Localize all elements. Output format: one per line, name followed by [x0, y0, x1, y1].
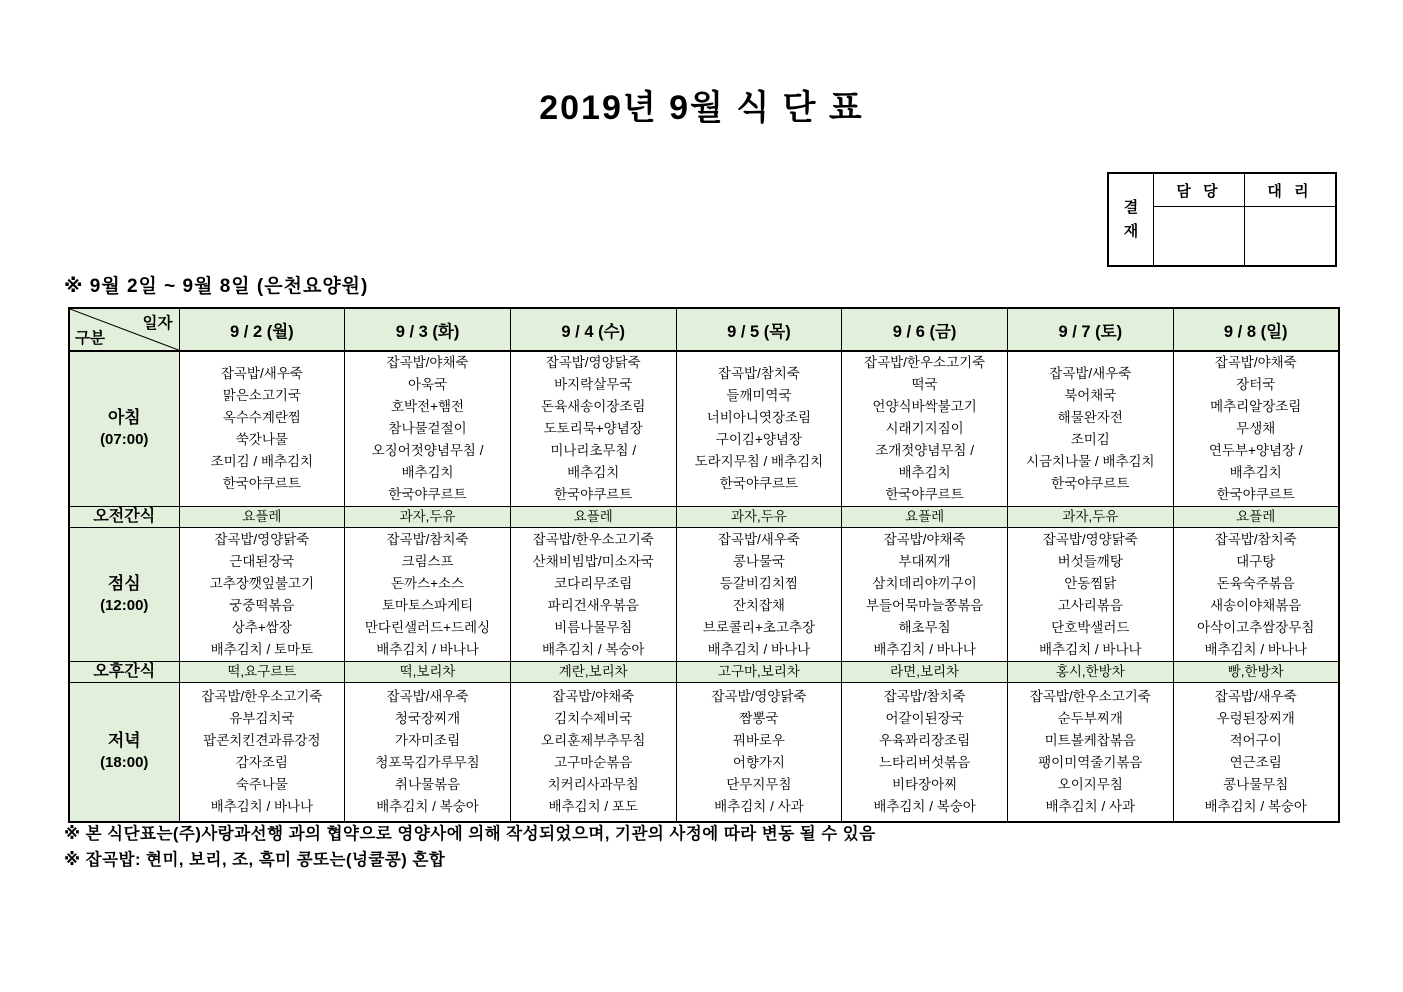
row-label-dinner: 저녁 (18:00) [69, 683, 179, 822]
menu-item: 팝콘치킨견과류강정 [203, 732, 321, 748]
menu-item: 아욱국 [407, 377, 448, 392]
day-header-2: 9 / 3 (화) [345, 308, 511, 351]
menu-item: 참나물겉절이 [388, 421, 467, 436]
menu-item: 미나리초무침 / [550, 443, 637, 458]
menu-item: 청포묵김가루무침 [375, 754, 480, 770]
corner-category-label: 구분 [75, 330, 105, 347]
menu-item: 우육꽈리장조림 [878, 732, 971, 748]
menu-item: 안동찜닭 [1064, 575, 1117, 591]
day-header-3: 9 / 4 (수) [510, 308, 676, 351]
menu-item: 근대된장국 [229, 553, 295, 569]
menu-item: 쑥갓나물 [235, 432, 288, 447]
menu-item: 오징어젓양념무침 / [371, 443, 484, 458]
row-dinner [69, 683, 1339, 822]
approval-col-damdang: 담 당 [1154, 173, 1245, 207]
menu-item: 한국야쿠르트 [1216, 487, 1295, 502]
menu-item: 상추+쌈장 [231, 619, 292, 635]
afternoon-snack-day7: 빵,한방차 [1173, 662, 1339, 683]
approval-label-char-2: 재 [1123, 222, 1139, 240]
menu-item: 잡곡밥/참치죽 [883, 688, 966, 704]
menu-item: 대구탕 [1236, 553, 1276, 569]
row-breakfast [69, 351, 1339, 507]
menu-item: 배추김치 / 포도 [548, 798, 638, 814]
menu-item: 한국야쿠르트 [222, 476, 301, 491]
row-label-afternoon-snack: 오후간식 [69, 662, 179, 683]
menu-item: 들깨미역국 [726, 388, 792, 403]
row-label-morning-snack: 오전간식 [69, 507, 179, 528]
menu-item: 돈까스+소스 [390, 575, 465, 591]
menu-item: 순두부찌개 [1057, 710, 1123, 726]
dinner-day2 [345, 683, 511, 822]
menu-item: 배추김치 / 사과 [714, 798, 804, 814]
approval-table [1107, 172, 1337, 267]
dinner-day4 [676, 683, 842, 822]
menu-item: 한국야쿠르트 [885, 487, 964, 502]
menu-item: 부들어묵마늘쫑볶음 [865, 597, 984, 613]
afternoon-snack-day5: 라면,보리차 [842, 662, 1008, 683]
row-afternoon-snack [69, 662, 1339, 683]
lunch-day2 [345, 528, 511, 662]
menu-item: 돈육숙주볶음 [1216, 575, 1295, 591]
menu-item: 크림스프 [401, 553, 454, 569]
approval-col-daeri: 대 리 [1245, 173, 1337, 207]
menu-item: 메추리알장조림 [1210, 399, 1302, 414]
morning-snack-day2: 과자,두유 [345, 507, 511, 528]
header-row [69, 308, 1339, 351]
menu-item: 시금치나물 / 배추김치 [1025, 454, 1155, 469]
menu-item: 북어채국 [1064, 388, 1117, 403]
menu-item: 아삭이고추쌈장무침 [1197, 619, 1315, 635]
menu-item: 잡곡밥/참치죽 [386, 531, 469, 547]
menu-item: 잡곡밥/새우죽 [1214, 688, 1297, 704]
menu-item: 배추김치 [401, 465, 454, 480]
menu-item: 조미김 / 배추김치 [210, 454, 314, 469]
menu-item: 조개젓양념무침 / [875, 443, 974, 458]
menu-item: 배추김치 / 바나나 [210, 798, 314, 814]
menu-item: 고구마순볶음 [554, 754, 633, 770]
menu-item: 배추김치 / 복숭아 [541, 641, 645, 657]
day-header-1: 9 / 2 (월) [179, 308, 345, 351]
menu-item: 배추김치 [567, 465, 620, 480]
dinner-day1 [179, 683, 345, 822]
menu-item: 숙주나물 [235, 776, 288, 792]
afternoon-snack-day1: 떡,요구르트 [179, 662, 345, 683]
breakfast-day6 [1007, 351, 1173, 507]
menu-item: 버섯들깨탕 [1057, 553, 1123, 569]
lunch-day1 [179, 528, 345, 662]
menu-item: 잡곡밥/야채죽 [386, 355, 469, 370]
menu-item: 옥수수계란찜 [222, 410, 301, 425]
approval-sign-cell-daeri [1245, 207, 1337, 267]
menu-item: 감자조림 [235, 754, 288, 770]
corner-cell [69, 308, 179, 351]
menu-item: 잡곡밥/야채죽 [1214, 355, 1297, 370]
menu-item: 한국야쿠르트 [554, 487, 633, 502]
day-header-6: 9 / 7 (토) [1007, 308, 1173, 351]
menu-item: 잔치잡채 [732, 597, 785, 613]
menu-item: 오이지무침 [1057, 776, 1123, 792]
page-title: 2019년 9월 식 단 표 [539, 89, 864, 127]
menu-item: 배추김치 [1229, 465, 1282, 480]
morning-snack-day6: 과자,두유 [1007, 507, 1173, 528]
menu-item: 궁중떡볶음 [229, 597, 295, 613]
menu-item: 잡곡밥/새우죽 [386, 688, 469, 704]
menu-item: 어갈이된장국 [885, 710, 964, 726]
menu-item: 맑은소고기국 [222, 388, 301, 403]
menu-item: 잡곡밥/영양닭죽 [1042, 531, 1138, 547]
day-header-7: 9 / 8 (일) [1173, 308, 1339, 351]
breakfast-day5 [842, 351, 1008, 507]
breakfast-day4 [676, 351, 842, 507]
menu-item: 치커리사과무침 [547, 776, 639, 792]
menu-item: 시래기지짐이 [885, 421, 964, 436]
menu-item: 어향가지 [732, 754, 785, 770]
lunch-day4 [676, 528, 842, 662]
morning-snack-day7: 요플레 [1173, 507, 1339, 528]
menu-item: 콩나물국 [732, 553, 785, 569]
menu-item: 떡국 [911, 377, 938, 392]
breakfast-day7 [1173, 351, 1339, 507]
menu-item: 청국장찌개 [394, 710, 461, 726]
menu-item: 잡곡밥/새우죽 [220, 366, 303, 381]
dinner-day6 [1007, 683, 1173, 822]
morning-snack-day4: 과자,두유 [676, 507, 842, 528]
menu-item: 단무지무침 [726, 776, 792, 792]
menu-item: 비름나물무침 [554, 619, 633, 635]
afternoon-snack-day4: 고구마,보리차 [676, 662, 842, 683]
menu-item: 잡곡밥/새우죽 [717, 531, 800, 547]
menu-item: 오리훈제부추무침 [541, 732, 646, 748]
menu-item: 잡곡밥/영양닭죽 [711, 688, 807, 704]
menu-item: 잡곡밥/새우죽 [1049, 366, 1132, 381]
menu-table [68, 307, 1340, 823]
menu-item: 배추김치 / 바나나 [873, 641, 976, 657]
menu-item: 잡곡밥/참치죽 [1214, 531, 1297, 547]
approval-box [1107, 172, 1337, 267]
menu-item: 파리건새우볶음 [547, 597, 639, 613]
menu-item: 조미김 [1070, 432, 1110, 447]
menu-item: 배추김치 / 토마토 [210, 641, 314, 657]
lunch-day5 [842, 528, 1008, 662]
morning-snack-day5: 요플레 [842, 507, 1008, 528]
lunch-day3 [510, 528, 676, 662]
week-range-subtitle: ※ 9월 2일 ~ 9월 8일 (은천요양원) [64, 276, 369, 297]
menu-table-wrap [68, 307, 1340, 823]
morning-snack-day1: 요플레 [179, 507, 345, 528]
row-lunch [69, 528, 1339, 662]
menu-item: 호박전+햄전 [390, 399, 465, 414]
menu-item: 우렁된장찌개 [1216, 710, 1295, 726]
menu-item: 해초무침 [898, 619, 951, 635]
footer-notes [64, 821, 876, 873]
menu-item: 장터국 [1236, 377, 1276, 392]
breakfast-day3 [510, 351, 676, 507]
menu-item: 잡곡밥/참치죽 [717, 366, 800, 381]
menu-item: 배추김치 [898, 465, 951, 480]
afternoon-snack-day3: 계란,보리차 [510, 662, 676, 683]
afternoon-snack-day2: 떡,보리차 [345, 662, 511, 683]
menu-item: 꿔바로우 [732, 732, 785, 748]
menu-item: 브로콜리+초고추장 [702, 619, 816, 635]
menu-item: 단호박샐러드 [1051, 619, 1130, 635]
approval-label [1108, 173, 1154, 266]
breakfast-day2 [345, 351, 511, 507]
menu-item: 잡곡밥/한우소고기죽 [864, 355, 986, 370]
menu-item: 배추김치 / 복숭아 [376, 798, 479, 814]
menu-item: 가자미조림 [394, 732, 461, 748]
menu-item: 부대찌개 [898, 553, 951, 569]
menu-item: 무생채 [1236, 421, 1276, 436]
menu-item: 잡곡밥/영양닭죽 [545, 355, 641, 370]
menu-item: 잡곡밥/한우소고기죽 [201, 688, 323, 704]
menu-item: 고추장깻잎불고기 [209, 575, 314, 591]
afternoon-snack-day6: 홍시,한방차 [1007, 662, 1173, 683]
approval-sign-cell-damdang [1154, 207, 1245, 267]
menu-item: 한국야쿠르트 [388, 487, 467, 502]
menu-item: 토마토스파게티 [381, 597, 474, 613]
menu-item: 배추김치 / 바나나 [1039, 641, 1142, 657]
menu-item: 배추김치 / 사과 [1045, 798, 1136, 814]
menu-item: 배추김치 / 바나나 [376, 641, 479, 657]
menu-item: 한국야쿠르트 [1051, 476, 1130, 491]
menu-item: 비타장아찌 [891, 776, 958, 792]
menu-item: 도토리묵+양념장 [543, 421, 643, 436]
menu-item: 짬뽕국 [739, 710, 779, 726]
day-header-4: 9 / 5 (목) [676, 308, 842, 351]
row-label-lunch: 점심 (12:00) [69, 528, 179, 662]
menu-item: 삼치데리야끼구이 [872, 575, 977, 591]
menu-item: 연근조림 [1229, 754, 1282, 770]
morning-snack-day3: 요플레 [510, 507, 676, 528]
menu-item: 언양식바싹불고기 [872, 399, 977, 414]
menu-item: 만다린샐러드+드레싱 [364, 619, 491, 635]
note-grain-mix: ※ 잡곡밥: 현미, 보리, 조, 흑미 콩또는(넝쿨콩) 혼합 [64, 851, 446, 869]
menu-item: 팽이미역줄기볶음 [1038, 754, 1143, 770]
corner-date-label: 일자 [142, 315, 173, 332]
menu-item: 유부김치국 [229, 710, 295, 726]
lunch-day7 [1173, 528, 1339, 662]
note-provider: ※ 본 식단표는(주)사랑과선행 과의 협약으로 영양사에 의해 작성되었으며, 기관의 사정에 따라 변동 될 수 있음 [64, 825, 876, 843]
lunch-day6 [1007, 528, 1173, 662]
day-header-5: 9 / 6 (금) [842, 308, 1008, 351]
dinner-day5 [842, 683, 1008, 822]
menu-item: 김치수제비국 [554, 710, 633, 726]
menu-item: 구이김+양념장 [715, 432, 802, 447]
menu-item: 연두부+양념장 / [1208, 443, 1303, 458]
menu-item: 새송이야채볶음 [1210, 597, 1302, 613]
menu-item: 미트볼케찹볶음 [1044, 732, 1136, 748]
menu-item: 잡곡밥/한우소고기죽 [1029, 688, 1151, 704]
menu-item: 해물완자전 [1057, 410, 1123, 425]
menu-item: 느타리버섯볶음 [878, 754, 971, 770]
menu-item: 취나물볶음 [394, 776, 461, 792]
menu-item: 너비아니엿장조림 [706, 410, 812, 425]
approval-label-char-1: 결 [1123, 198, 1139, 216]
row-morning-snack [69, 507, 1339, 528]
menu-item: 잡곡밥/야채죽 [552, 688, 635, 704]
menu-item: 잡곡밥/한우소고기죽 [532, 531, 654, 547]
menu-item: 등갈비김치찜 [719, 575, 799, 591]
menu-item: 적어구이 [1229, 732, 1282, 748]
menu-item: 돈육새송이장조림 [541, 399, 646, 414]
breakfast-day1 [179, 351, 345, 507]
menu-item: 배추김치 / 복숭아 [873, 798, 976, 814]
menu-item: 고사리볶음 [1057, 597, 1123, 613]
menu-item: 배추김치 / 바나나 [707, 641, 811, 657]
menu-item: 바지락살무국 [554, 377, 633, 392]
menu-item: 배추김치 / 바나나 [1204, 641, 1307, 657]
menu-item: 도라지무침 / 배추김치 [694, 454, 824, 469]
menu-item: 잡곡밥/야채죽 [883, 531, 966, 547]
menu-item: 산채비빔밥/미소자국 [532, 553, 654, 569]
menu-item: 한국야쿠르트 [719, 476, 799, 491]
menu-item: 배추김치 / 복숭아 [1204, 798, 1307, 814]
row-label-breakfast: 아침 (07:00) [69, 351, 179, 507]
dinner-day3 [510, 683, 676, 822]
menu-item: 잡곡밥/영양닭죽 [214, 531, 310, 547]
menu-item: 콩나물무침 [1223, 776, 1289, 792]
dinner-day7 [1173, 683, 1339, 822]
menu-item: 코다리무조림 [554, 575, 633, 591]
